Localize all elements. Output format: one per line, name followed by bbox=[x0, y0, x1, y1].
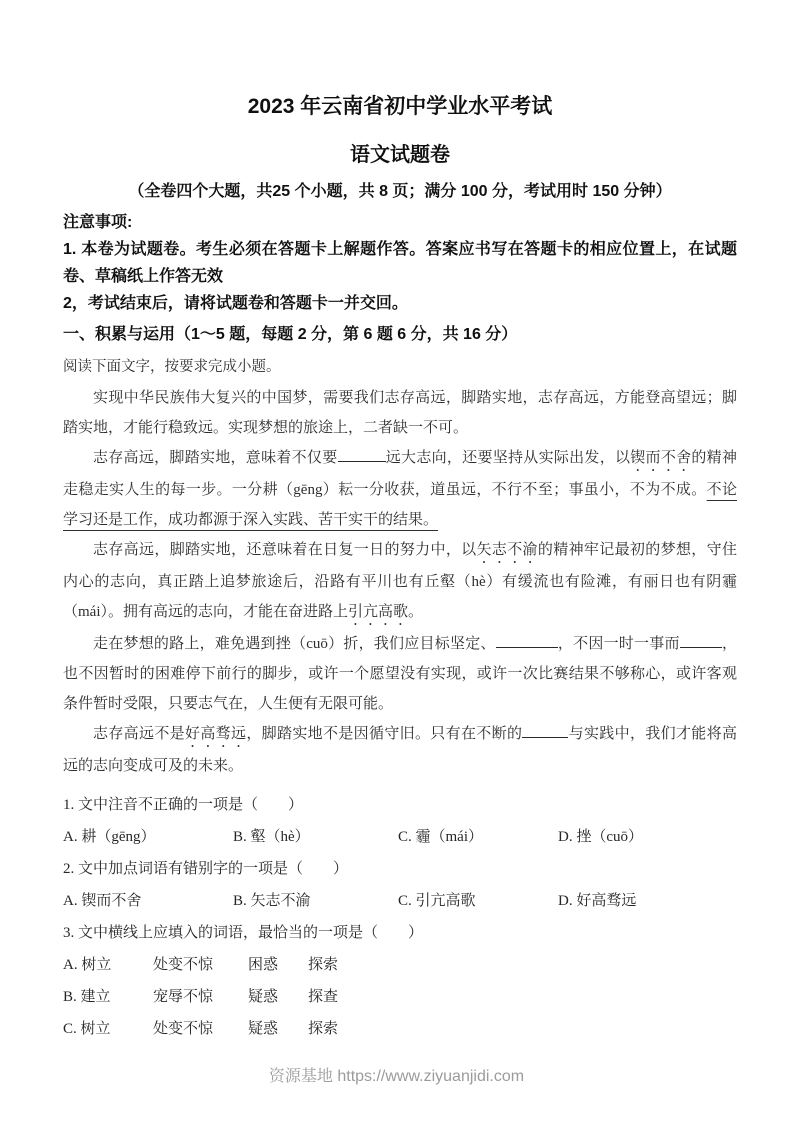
fill-in-blank bbox=[680, 633, 722, 648]
paragraph-text: 远大志向，还要坚持从实际出发，以 bbox=[385, 450, 631, 466]
paragraph-text: 的精神牢记最初的梦想，守住内心的志向，真正踏上追梦旅途后，沿路有平川也有丘壑（hè）有缓流也有险滩，有丽日也有阴霾（mái）。拥有高远的志向，才能在奋进路上 bbox=[63, 542, 737, 620]
option-label-word: C. 树立 bbox=[63, 1021, 111, 1037]
passage-paragraph-5 bbox=[63, 719, 737, 781]
passage-intro: 阅读下面文字，按要求完成小题。 bbox=[63, 359, 281, 375]
option-word: 探索 bbox=[308, 1021, 339, 1037]
passage-paragraph-4 bbox=[63, 629, 737, 719]
notice-item-2: 2，考试结束后，请将试题卷和答题卡一并交回。 bbox=[63, 295, 408, 312]
dotted-emphasis-word: 锲而不舍 bbox=[630, 450, 692, 466]
paragraph-text: ，脚踏实地不是因循守旧。只有在不断的 bbox=[246, 726, 523, 742]
option-label-word: B. 建立 bbox=[63, 989, 111, 1005]
question-2-options bbox=[63, 890, 737, 912]
paragraph-text: 志存高远，脚踏实地，还意味着在日复一日的努力中，以 bbox=[93, 542, 477, 558]
dotted-emphasis-word: 矢志不渝 bbox=[476, 542, 538, 558]
fill-in-blank bbox=[338, 447, 386, 462]
dotted-emphasis-word: 好高骛远 bbox=[185, 726, 247, 742]
question-2-stem: 2. 文中加点词语有错别字的一项是（ ） bbox=[63, 861, 349, 877]
option-b: B. 壑（hè） bbox=[233, 829, 310, 845]
passage-paragraph-1 bbox=[63, 383, 737, 443]
paragraph-text: 实现中华民族伟大复兴的中国梦，需要我们志存高远，脚踏实地，志存高远，方能登高望远；脚踏实地，才能行稳致远。实现梦想的旅途上，二者缺一不可。 bbox=[63, 390, 737, 436]
question-3-option-b bbox=[63, 986, 737, 1008]
site-watermark-link[interactable]: 资源基地 https://www.ziyuanjidi.com bbox=[268, 1068, 525, 1085]
paragraph-text: 的精神走稳走实人生的每一步。一分耕（gēng）耘一分收获，道虽远，不行不至；事虽小，不为不成。 bbox=[63, 450, 737, 498]
paper-subject-title: 语文试题卷 bbox=[350, 144, 450, 166]
option-word: 处变不惊 bbox=[153, 1021, 214, 1037]
option-word: 探查 bbox=[308, 989, 339, 1005]
question-3-option-a bbox=[63, 954, 737, 976]
question-1-stem: 1. 文中注音不正确的一项是（ ） bbox=[63, 797, 304, 813]
paragraph-text: 走在梦想的路上，难免遇到挫（cuō）折，我们应目标坚定、 bbox=[93, 636, 496, 652]
option-word: 疑惑 bbox=[248, 1021, 279, 1037]
question-3-stem: 3. 文中横线上应填入的词语，最恰当的一项是（ ） bbox=[63, 925, 424, 941]
option-c: C. 引亢高歌 bbox=[398, 893, 476, 909]
option-word: 宠辱不惊 bbox=[153, 989, 214, 1005]
paragraph-text: ，也不因暂时的困难停下前行的脚步，或许一个愿望没有实现，或许一次比赛结果不够称心，或许客观条件暂时受限，只要志气在，人生便有无限可能。 bbox=[63, 636, 737, 712]
paragraph-text: 。 bbox=[408, 604, 424, 620]
option-a: A. 耕（gēng） bbox=[63, 829, 156, 845]
notice-item-1: 1. 本卷为试题卷。考生必须在答题卡上解题作答。答案应书写在答题卡的相应位置上，在试题卷、草稿纸上作答无效 bbox=[63, 241, 737, 285]
site-watermark bbox=[0, 1063, 793, 1086]
option-word: 处变不惊 bbox=[153, 957, 214, 973]
option-d: D. 挫（cuō） bbox=[558, 829, 643, 845]
paragraph-text: 志存高远不是 bbox=[93, 726, 185, 742]
option-b: B. 矢志不渝 bbox=[233, 893, 311, 909]
dotted-emphasis-word: 引亢高歌 bbox=[348, 604, 409, 620]
option-word: 困惑 bbox=[248, 957, 279, 973]
fill-in-blank bbox=[522, 723, 568, 738]
reading-passage bbox=[63, 383, 737, 781]
paragraph-text: 志存高远，脚踏实地，意味着不仅要 bbox=[93, 450, 338, 466]
option-word: 探索 bbox=[308, 957, 339, 973]
option-a: A. 锲而不舍 bbox=[63, 893, 142, 909]
fill-in-blank bbox=[496, 633, 558, 648]
exam-title: 2023 年云南省初中学业水平考试 bbox=[247, 95, 553, 118]
paragraph-text: 与实践中，我们才能将高远的志向变成可及的未来。 bbox=[63, 726, 737, 774]
option-d: D. 好高骛远 bbox=[558, 893, 637, 909]
question-3-option-c bbox=[63, 1018, 737, 1040]
option-label-word: A. 树立 bbox=[63, 957, 112, 973]
passage-paragraph-3 bbox=[63, 535, 737, 629]
option-word: 疑惑 bbox=[248, 989, 279, 1005]
option-c: C. 霾（mái） bbox=[398, 829, 483, 845]
passage-paragraph-2 bbox=[63, 443, 737, 535]
paragraph-text: ，不因一时一事而 bbox=[557, 636, 680, 652]
question-1-options bbox=[63, 826, 737, 848]
underlined-sentence: 不论学习还是工作，成功都源于深入实践、苦干实干的结果。 bbox=[63, 482, 737, 528]
paper-info-line: （全卷四个大题，共25 个小题，共 8 页；满分 100 分，考试用时 150 分钟） bbox=[128, 183, 672, 200]
question-list bbox=[63, 794, 737, 1040]
notice-heading: 注意事项: bbox=[63, 214, 133, 231]
section-heading: 一、积累与运用（1～5 题，每题 2 分，第 6 题 6 分，共 16 分） bbox=[63, 326, 518, 343]
